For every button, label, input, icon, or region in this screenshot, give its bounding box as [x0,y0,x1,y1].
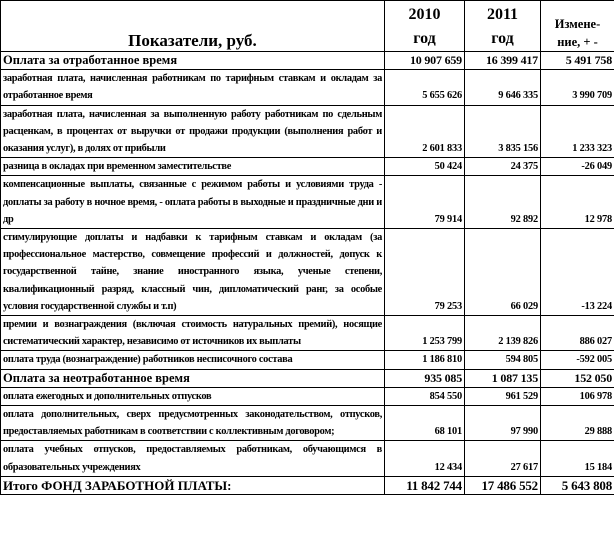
table-row [1,406,614,441]
cell-change: 15 184 [541,441,614,476]
row-name: премии и вознаграждения (включая стоимость натуральных премий), носящие систематический характер, независимо от источников их выплаты [1,316,385,351]
header-change-line2: ние, + - [557,35,598,49]
cell-2011: 17 486 552 [465,476,541,494]
cell-change: 12 978 [541,176,614,229]
table-row [1,229,614,316]
cell-2011: 97 990 [465,406,541,441]
row-name: разница в окладах при временном заместительстве [1,158,385,176]
cell-2010: 12 434 [385,441,465,476]
cell-2010: 10 907 659 [385,52,465,70]
cell-2010: 79 914 [385,176,465,229]
table-row [1,70,614,105]
cell-change: 5 643 808 [541,476,614,494]
header-change [541,1,614,52]
row-name: Оплата за неотработанное время [1,369,385,387]
cell-2011: 16 399 417 [465,52,541,70]
cell-change: 106 978 [541,387,614,405]
cell-2010: 50 424 [385,158,465,176]
header-change-line1: Измене- [554,17,601,31]
table-row [1,387,614,405]
header-year-2010 [385,1,465,52]
section-row-unworked-time [1,369,614,387]
cell-2011: 66 029 [465,229,541,316]
cell-change: -13 224 [541,229,614,316]
section-row-worked-time [1,52,614,70]
cell-change: 152 050 [541,369,614,387]
row-name: Итого ФОНД ЗАРАБОТНОЙ ПЛАТЫ: [1,476,385,494]
cell-2010: 935 085 [385,369,465,387]
cell-change: -592 005 [541,351,614,369]
row-name: стимулирующие доплаты и надбавки к тарифным ставкам и окладам (за профессиональное мастерство, совмещение профессий и должностей, допуск к государственной тайне, знание иностранного языка, ученые степени, квалификационный разряд, классный чин, дипломатический ранг, за особые условия государственной службы и т.п) [1,229,385,316]
row-name: заработная плата, начисленная за выполненную работу работникам по сдельным расценкам, в процентах от выручки от продажи продукции (выполнения работ и оказания услуг), в долях от прибыли [1,105,385,158]
cell-2011: 1 087 135 [465,369,541,387]
cell-2010: 79 253 [385,229,465,316]
cell-2011: 92 892 [465,176,541,229]
table-row [1,316,614,351]
row-name: заработная плата, начисленная работникам по тарифным ставкам и окладам за отработанное время [1,70,385,105]
header-year-2010-number: 2010 [408,6,441,23]
cell-change: 29 888 [541,406,614,441]
header-year-2011-word: год [491,30,514,47]
cell-change: 5 491 758 [541,52,614,70]
cell-2010: 1 253 799 [385,316,465,351]
row-name: оплата учебных отпусков, предоставляемых работникам, обучающимся в образовательных учреждениях [1,441,385,476]
table-row [1,441,614,476]
cell-2011: 9 646 335 [465,70,541,105]
table-row [1,158,614,176]
header-year-2011 [465,1,541,52]
cell-change: 1 233 323 [541,105,614,158]
cell-change: 3 990 709 [541,70,614,105]
row-name: компенсационные выплаты, связанные с режимом работы и условиями труда - доплаты за работу в ночное время, - оплата работы в выходные и праздничные дни и др [1,176,385,229]
total-row [1,476,614,494]
cell-2010: 854 550 [385,387,465,405]
table-row [1,176,614,229]
header-year-2011-number: 2011 [486,6,519,23]
header-indicator: Показатели, руб. [1,1,385,52]
table-header-row [1,1,614,52]
cell-2011: 27 617 [465,441,541,476]
row-name: оплата труда (вознаграждение) работников несписочного состава [1,351,385,369]
cell-2010: 5 655 626 [385,70,465,105]
cell-2011: 2 139 826 [465,316,541,351]
cell-2010: 11 842 744 [385,476,465,494]
row-name: оплата ежегодных и дополнительных отпусков [1,387,385,405]
table-row [1,351,614,369]
cell-2010: 1 186 810 [385,351,465,369]
table-row [1,105,614,158]
cell-2010: 2 601 833 [385,105,465,158]
cell-2011: 961 529 [465,387,541,405]
cell-2011: 594 805 [465,351,541,369]
cell-2011: 3 835 156 [465,105,541,158]
cell-change: 886 027 [541,316,614,351]
cell-2010: 68 101 [385,406,465,441]
header-year-2010-word: год [413,30,436,47]
cell-change: -26 049 [541,158,614,176]
cell-2011: 24 375 [465,158,541,176]
row-name: оплата дополнительных, сверх предусмотренных законодательством, отпусков, предоставляемых работникам в соответствии с коллективным договором; [1,406,385,441]
row-name: Оплата за отработанное время [1,52,385,70]
